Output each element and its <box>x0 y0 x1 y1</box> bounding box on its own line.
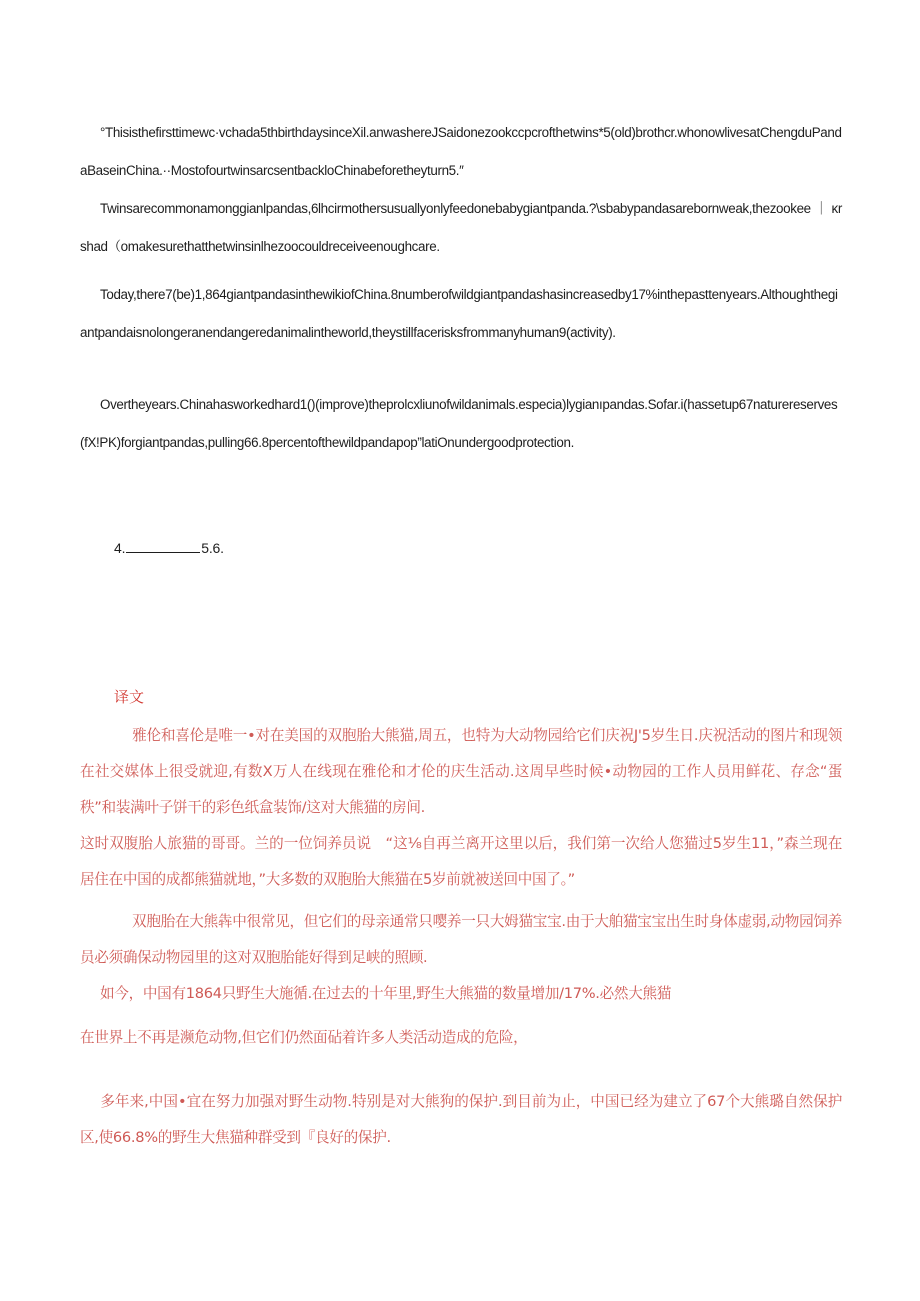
answer-prefix: 4. <box>114 540 126 556</box>
translation-paragraph-3: 双胞胎在大熊犇中很常见，但它们的母亲通常只嘤养一只大姆猫宝宝.由于大舶猫宝宝出生时身体虚弱,动物园饲养员必须确保动物园里的这对双胞胎能好得到足峡的照顾. <box>80 913 842 966</box>
translation-title: 译文 <box>114 688 145 706</box>
translation-paragraph-4a: 如今，中国有1864只野生大施循.在过去的十年里,野生大熊猫的数量增加/17%.必然大熊猫 <box>100 985 672 1002</box>
english-paragraph-3: Today,there7(be)1,864giantpandasinthewikiofChina.8numberofwildgiantpandashasincreasedby17%inthepasttenyears.Althoughthegiantpandaisnolongeranendangeredanimalintheworld,theystillfacerisksfrommanyhuman9(activity). <box>80 287 838 340</box>
translation-paragraph-1: 雅伦和喜伦是唯一•对在美国的双胞胎大熊猫,周五，也特为大动物园给它们庆祝J'5岁生日.庆祝活动的图片和现领在社交媒体上很受就迎,有数X万人在线现在雅伦和才伦的庆生活动.这周早些时候•动物园的工作人员用鲜花、存念“蛋秩”和装满叶子饼干的彩色纸盒装饰/这对大熊猫的房间. <box>80 727 842 816</box>
answer-blanks <box>114 540 224 556</box>
answer-suffix: 5.6. <box>201 540 224 556</box>
answer-blank-line <box>126 540 200 553</box>
translation-paragraph-4b: 在世界上不再是濒危动物,但它们仍然面砧着许多人类活动造成的危险， <box>80 1029 528 1046</box>
translation-paragraph-5: 多年来,中国•宜在努力加强对野生动物.特别是对大熊狗的保护.到目前为止，中国已经为建立了67个大熊璐自然保护区,使66.8%的野生大焦猫种群受到『良好的保护. <box>80 1093 842 1146</box>
english-paragraph-4: Overtheyears.Chinahasworkedhard1()(improve)theprolcxliunofwildanimals.especia)lygianıpandas.Sofar.i(hassetup67naturereserves(fX!PK)forgiantpandas,pulling66.8percentofthewildpandapop”latiOnundergoodprotection. <box>80 397 838 450</box>
english-paragraph-2: Twinsarecommonamonggianlpandas,6lhcirmothersusuallyonlyfeedonebabygiantpanda.?\sbabypandasarebornweak,thezookee ｜ κrshad（omakesurethatthetwinsinlhezoocouldreceiveenoughcare. <box>80 201 842 254</box>
english-paragraph-1: °Thisisthefirsttimewc·vchada5thbirthdaysinceXil.anwashereJSaidonezookccpcrofthetwins*5(old)brothcr.whonowlivesatChengduPandaBaseinChina.··MostofourtwinsarcsentbackloChinabeforetheyturn5.″ <box>80 125 842 178</box>
translation-paragraph-2: 这时双腹胎人旅猫的哥哥。兰的一位饲养员说 “这⅛自再兰离开这里以后，我们第一次给人您猫过5岁生11，”森兰现在居住在中国的成都熊猫就地，”大多数的双胞胎大熊猫在5岁前就被送回中国了。” <box>80 835 842 888</box>
